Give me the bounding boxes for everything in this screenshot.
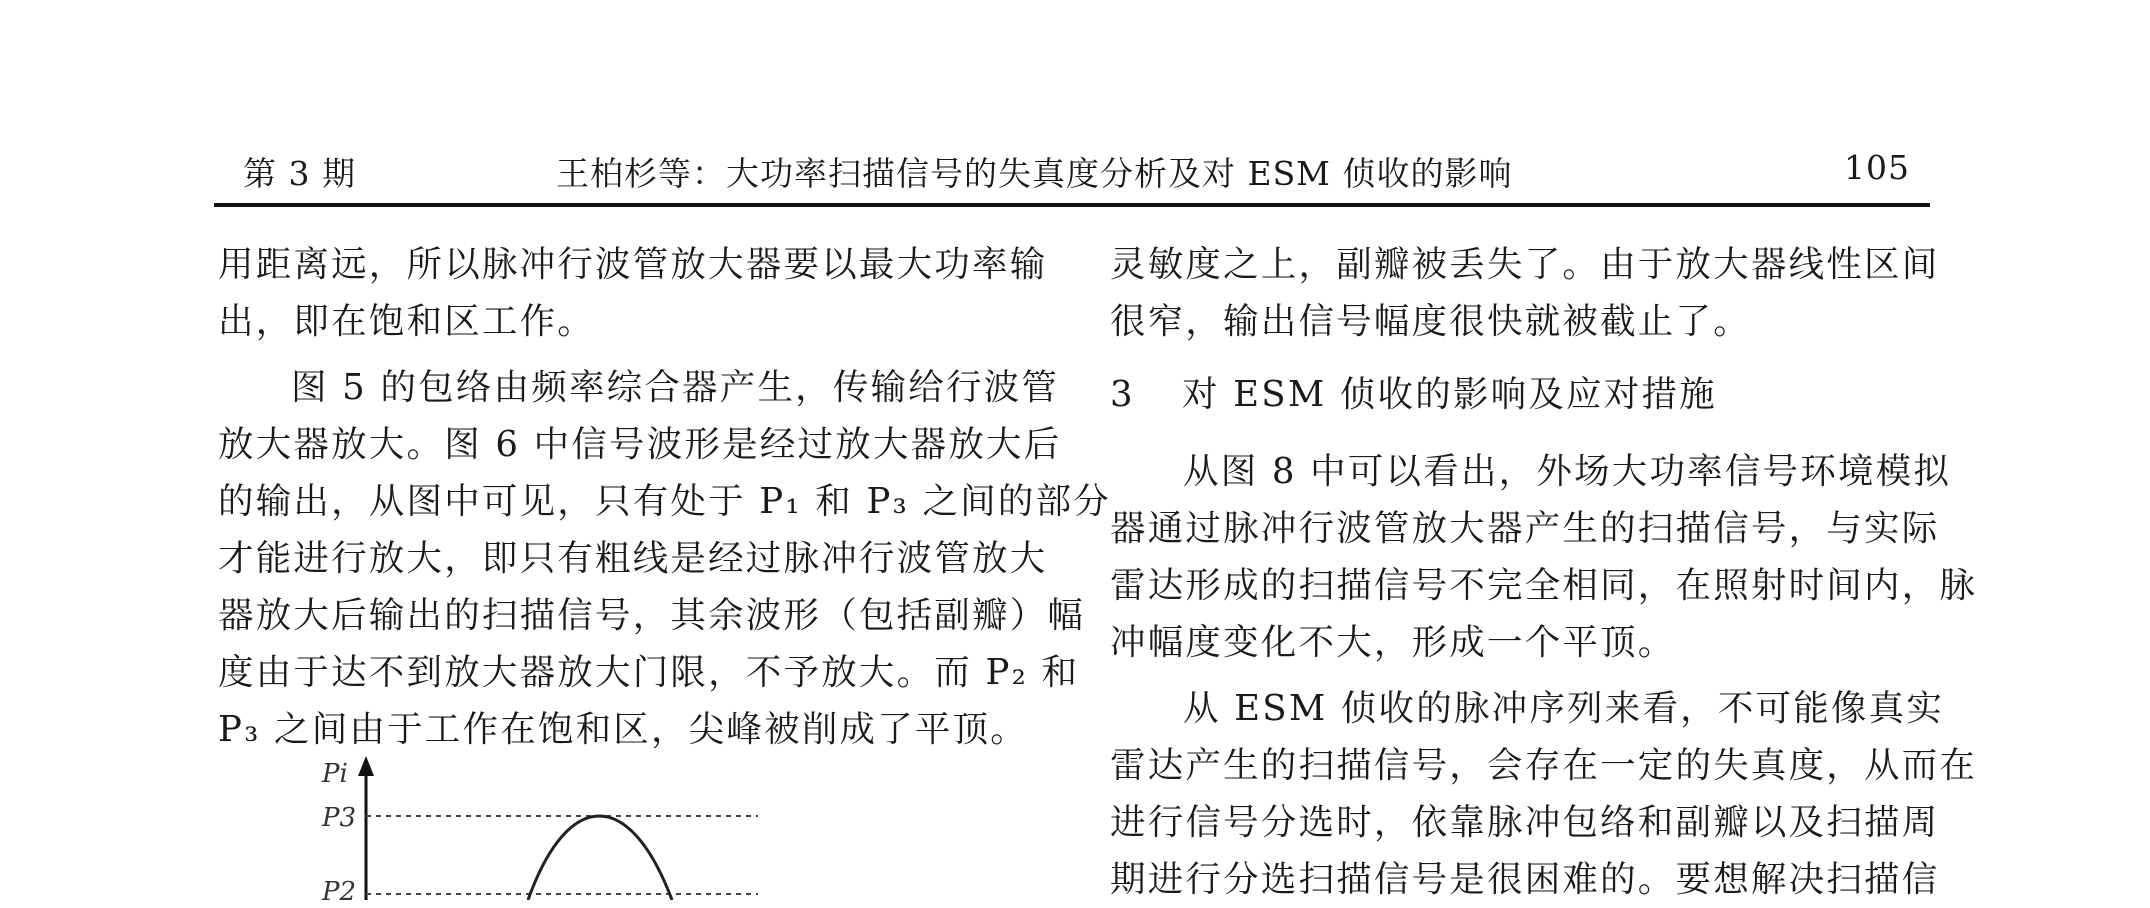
paragraph [218,236,1048,350]
text-line: 期进行分选扫描信号是很困难的。要想解决扫描信 [1110,859,1940,900]
waveform-plot [300,748,1000,900]
text-line: 放大器放大。图 6 中信号波形是经过放大器放大后 [218,424,1062,465]
figure-6 [300,748,1000,900]
text-line: 从 ESM 侦收的脉冲序列来看，不可能像真实 [1183,688,1945,729]
y-axis-label: Pi [322,759,348,789]
left-column [218,236,1111,758]
text-line: 才能进行放大，即只有粗线是经过脉冲行波管放大 [218,538,1048,579]
text-line: 灵敏度之上，副瓣被丢失了。由于放大器线性区间 [1110,244,1940,285]
text-line: 器放大后输出的扫描信号，其余波形（包括副瓣）幅 [218,595,1086,636]
level-label-p3: P3 [322,803,357,833]
text-line: 雷达产生的扫描信号，会存在一定的失真度，从而在 [1110,745,1978,786]
paragraph [1110,443,1978,671]
text-line: 进行信号分选时，依靠脉冲包络和副瓣以及扫描周 [1110,802,1940,843]
section-heading [1110,366,1930,423]
level-label-p2: P2 [322,877,357,900]
signal-waveform [528,816,672,900]
text-line: 器通过脉冲行波管放大器产生的扫描信号，与实际 [1110,508,1940,549]
y-axis-arrow [358,756,374,776]
header-rule [214,203,1930,207]
paragraph [1110,680,1978,908]
text-line: 冲幅度变化不大，形成一个平顶。 [1110,622,1676,663]
section-number: 3 [1110,374,1135,415]
issue-number: 第 3 期 [243,154,356,193]
text-line: 很窄，输出信号幅度很快就被截止了。 [1110,301,1751,342]
text-line: 图 5 的包络由频率综合器产生，传输给行波管 [291,367,1060,408]
running-title: 王柏杉等：大功率扫描信号的失真度分析及对 ESM 侦收的影响 [556,154,1513,193]
section-title: 对 ESM 侦收的影响及应对措施 [1182,374,1717,415]
text-line: 度由于达不到放大器放大门限，不予放大。而 P₂ 和 [218,652,1080,693]
paragraph [1110,236,1940,350]
text-line: 从图 8 中可以看出，外场大功率信号环境模拟 [1183,451,1952,492]
text-line: 雷达形成的扫描信号不完全相同，在照射时间内，脉 [1110,565,1978,606]
text-line: 出，即在饱和区工作。 [218,301,596,342]
text-line: 的输出，从图中可见，只有处于 P₁ 和 P₃ 之间的部分 [218,481,1111,522]
page-number: 105 [1844,148,1910,187]
text-line: 用距离远，所以脉冲行波管放大器要以最大功率输 [218,244,1048,285]
paragraph [218,359,1111,758]
text-line: P₃ 之间由于工作在饱和区，尖峰被削成了平顶。 [218,709,1029,750]
right-column [1110,236,1978,908]
